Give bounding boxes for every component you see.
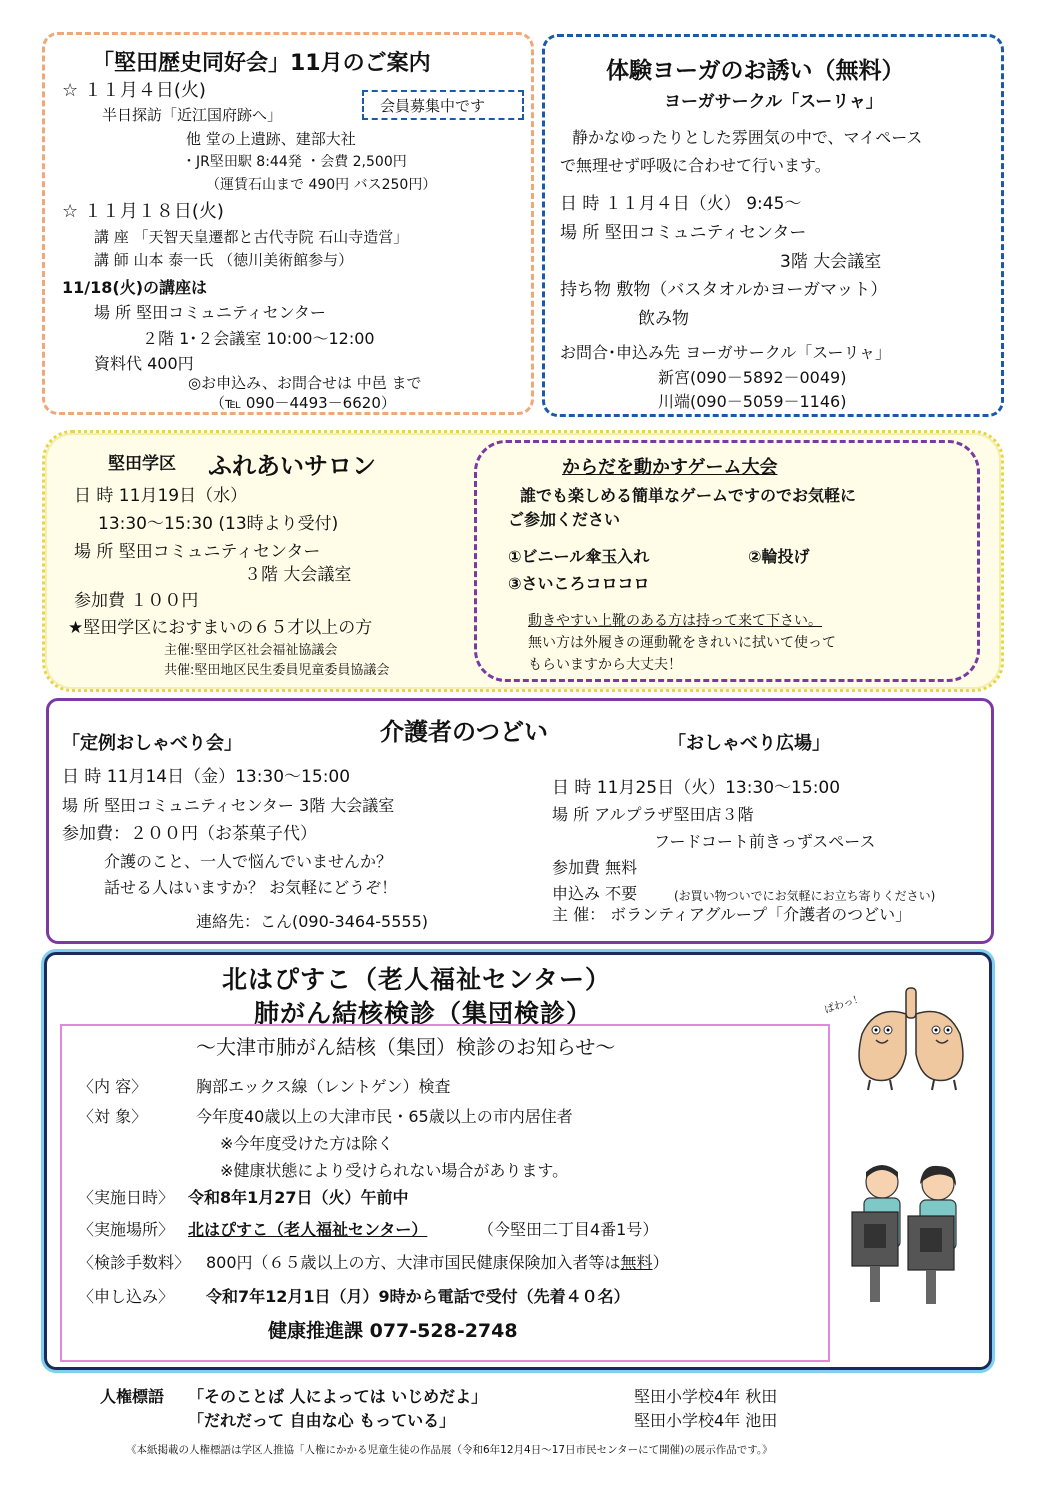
place-value: 北はぴすこ（老人福祉センター） (188, 1220, 428, 1239)
member-badge-text: 会員募集中です (380, 97, 486, 115)
right-title: 「おしゃべり広場」 (668, 733, 830, 754)
lung-bubble-text: ぱわっ！ (823, 993, 865, 1016)
fee-main: 800円（６５歳以上の方、大津市国民健康保険加入者等は (206, 1253, 621, 1272)
jinken-author2: 堅田小学校4年 池田 (634, 1411, 778, 1430)
salon-date: 日 時 11月19日（水） (74, 486, 248, 506)
lecture-fee: 資料代 400円 (94, 354, 194, 373)
right-apply-note: (お買い物ついでにお気軽にお立ち寄りください) (674, 889, 936, 903)
kenshin-title2: 肺がん結核検診（集団検診） (254, 999, 593, 1028)
caregiver-title: 介護者のつどい (380, 718, 548, 746)
target-label: 〈対 象〉 (78, 1107, 148, 1126)
right-fee: 参加費 無料 (552, 858, 638, 877)
salon-place: 場 所 堅田コミュニティセンター (74, 542, 321, 562)
target-value: 今年度40歳以上の大津市民・65歳以上の市内居住者 (196, 1107, 573, 1126)
date-value: 令和8年1月27日（火）午前中 (188, 1188, 409, 1207)
salon-area: 堅田学区 (108, 454, 176, 474)
fee-free: 無料 (620, 1253, 653, 1272)
event1-line1: 半日探訪「近江国府跡へ」 (102, 106, 283, 124)
kenshin-heading: ～大津市肺がん結核（集団）検診のお知らせ～ (196, 1035, 616, 1059)
jinken-label: 人権標語 (100, 1387, 165, 1406)
event1-date: ☆ １１月４日(火) (62, 80, 206, 101)
salon-target: ★堅田学区におすまいの６５才以上の方 (68, 618, 373, 638)
yoga-tel1: 新宮(090－5892－0049) (658, 368, 847, 387)
salon-title: ふれあいサロン (208, 452, 376, 480)
game-desc1: 誰でも楽しめる簡単なゲームですのでお気軽に (520, 486, 857, 505)
right-date: 日 時 11月25日（火）13:30～15:00 (552, 778, 841, 798)
right-place: 場 所 アルプラザ堅田店３階 (552, 805, 754, 824)
apply-value: 令和7年12月1日（月）9時から電話で受付（先着４０名） (206, 1287, 630, 1306)
xray-staff-illustration (848, 1160, 972, 1308)
yoga-subtitle: ヨーガサークル「スーリャ」 (664, 92, 883, 112)
left-msg1: 介護のこと、一人で悩んでいませんか？ (104, 852, 393, 871)
yoga-contact: お問合･申込み先 ヨーガサークル「スーリャ」 (560, 343, 892, 362)
history-title: 「堅田歴史同好会」11月のご案内 (92, 51, 431, 76)
event1-line2: 他 堂の上遺跡、建部大社 (186, 130, 356, 148)
jinken-author1: 堅田小学校4年 秋田 (634, 1387, 778, 1406)
yoga-tel2: 川端(090－5059－1146) (658, 392, 847, 411)
event2-line2: 講 師 山本 泰一氏 （徳川美術館参与） (94, 251, 354, 269)
left-msg2: 話せる人はいますか？ お気軽にどうぞ！ (104, 878, 398, 897)
left-title: 「定例おしゃべり会」 (62, 733, 242, 754)
history-contact1: ◎お申込み、お問合せは 中邑 まで (188, 374, 422, 392)
content-label: 〈内 容〉 (78, 1077, 148, 1096)
jinken-slogan2: 「だれだって 自由な心 もっている」 (188, 1411, 456, 1430)
lecture-place: 場 所 堅田コミュニティセンター (94, 303, 326, 322)
left-place: 場 所 堅田コミュニティセンター 3階 大会議室 (62, 796, 395, 815)
yoga-title: 体験ヨーガのお誘い（無料） (606, 58, 905, 84)
dept-contact: 健康推進課 077-528-2748 (268, 1320, 518, 1342)
kenshin-inner-box (60, 1024, 830, 1362)
salon-host1: 主催:堅田学区社会福祉協議会 (164, 643, 338, 658)
lungs-illustration (846, 984, 978, 1094)
fee-value (206, 1252, 669, 1274)
place-addr: （今堅田二丁目4番1号） (478, 1220, 659, 1239)
event1-line4: （運賃石山まで 490円 バス250円） (206, 177, 437, 193)
game-note1: 動きやすい上靴のある方は持って来て下さい。 (528, 613, 822, 629)
place-label: 〈実施場所〉 (78, 1220, 175, 1239)
game-item3: ③さいころコロコロ (508, 574, 650, 593)
game-item1: ①ビニール傘玉入れ (508, 547, 650, 566)
right-place2: フードコート前きっずスペース (654, 832, 876, 851)
left-date: 日 時 11月14日（金）13:30～15:00 (62, 767, 351, 787)
apply-label: 〈申し込み〉 (78, 1287, 175, 1306)
fee-end: ） (652, 1253, 669, 1272)
target-note2: ※健康状態により受けられない場合があります。 (220, 1161, 569, 1180)
right-host: 主 催： ボランティアグループ「介護者のつどい」 (552, 905, 912, 924)
salon-host2: 共催:堅田地区民生委員児童委員協議会 (164, 663, 390, 678)
game-note2: 無い方は外履きの運動靴をきれいに拭いて使って (528, 635, 836, 651)
left-contact: 連絡先：こん(090-3464-5555) (196, 912, 429, 931)
kenshin-title1: 北はぴすこ（老人福祉センター） (222, 965, 612, 994)
target-note1: ※今年度受けた方は除く (220, 1134, 394, 1153)
game-note3: もらいますから大丈夫！ (528, 657, 682, 673)
content-value: 胸部エックス線（レントゲン）検査 (196, 1077, 451, 1096)
fee-label: 〈検診手数料〉 (78, 1253, 191, 1272)
salon-fee: 参加費 １００円 (74, 591, 199, 611)
yoga-items: 持ち物 敷物（バスタオルかヨーガマット） (560, 280, 888, 300)
yoga-desc2: で無理せず呼吸に合わせて行います。 (560, 156, 831, 175)
yoga-room: 3階 大会議室 (780, 252, 882, 272)
lecture-head: 11/18(火)の講座は (62, 278, 208, 297)
lecture-room: ２階 1･２会議室 10:00～12:00 (142, 329, 375, 348)
yoga-desc1: 静かなゆったりとした雰囲気の中で、マイペース (572, 128, 923, 147)
salon-time: 13:30～15:30 (13時より受付) (98, 514, 339, 534)
game-desc2: ご参加ください (508, 510, 621, 529)
event2-line1: 講 座 「天智天皇遷都と古代寺院 石山寺造営」 (94, 228, 409, 246)
game-item2: ②輪投げ (748, 547, 810, 566)
yoga-place: 場 所 堅田コミュニティセンター (560, 223, 807, 243)
right-apply: 申込み 不要 (552, 884, 638, 903)
event2-date: ☆ １１月１８日(火) (62, 201, 224, 222)
game-title: からだを動かすゲーム大会 (562, 457, 778, 478)
date-label: 〈実施日時〉 (78, 1188, 175, 1207)
jinken-slogan1: 「そのことば 人によっては いじめだよ」 (188, 1387, 488, 1406)
yoga-items2: 飲み物 (638, 309, 689, 329)
event1-line3: ・JR堅田駅 8:44発 ・会費 2,500円 (182, 154, 407, 170)
salon-room: ３階 大会議室 (244, 565, 352, 585)
yoga-date: 日 時 １１月４日（火） 9:45～ (560, 194, 802, 214)
history-contact2: （℡ 090－4493－6620） (210, 394, 396, 412)
left-fee: 参加費：２００円（お茶菓子代） (62, 824, 317, 844)
jinken-footnote: 《本紙掲載の人権標語は学区人推協「人権にかかる児童生徒の作品展（令和6年12月4日～17日市民センターにて開催)の展示作品です。》 (126, 1444, 773, 1456)
